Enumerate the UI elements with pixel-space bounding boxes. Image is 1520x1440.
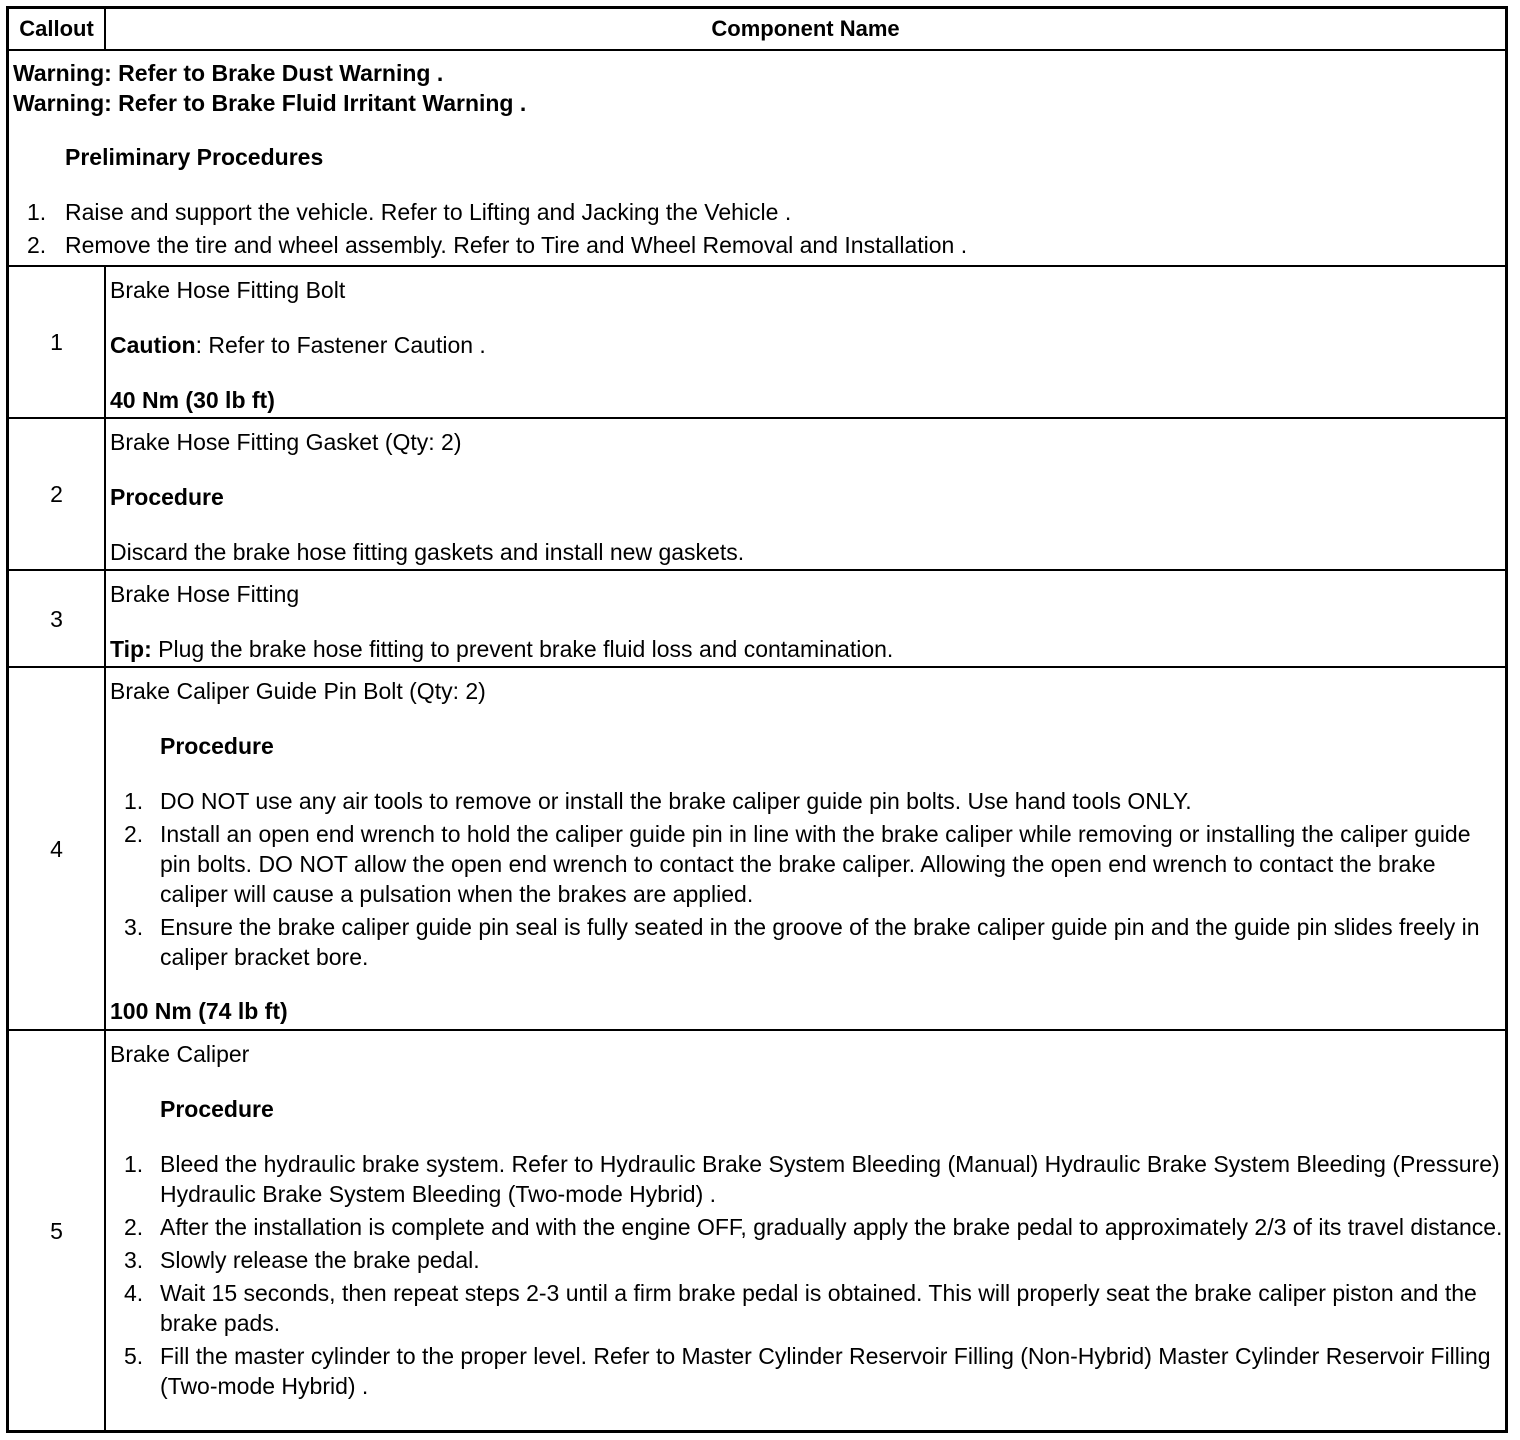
step-number: 5. — [124, 1343, 144, 1369]
step-text: Slowly release the brake pedal. — [160, 1247, 480, 1273]
component-name: Brake Hose Fitting Gasket (Qty: 2) — [110, 429, 462, 455]
torque-spec: 40 Nm (30 lb ft) — [110, 387, 275, 413]
list-item — [110, 1212, 1505, 1242]
tip-label: Tip: — [110, 636, 152, 662]
list-item — [110, 1341, 1505, 1401]
list-item — [13, 230, 1505, 260]
step-number: 3. — [124, 914, 144, 940]
step-number: 1. — [124, 788, 144, 814]
list-item — [110, 1278, 1505, 1338]
procedure-text: Discard the brake hose fitting gaskets and install new gaskets. — [110, 539, 745, 565]
step-text: After the installation is complete and with the engine OFF, gradually apply the brake pedal to approximately 2/3 of its travel distance. — [160, 1214, 1503, 1240]
procedure-label: Procedure — [160, 733, 274, 759]
step-number: 2. — [124, 821, 144, 847]
table-header-row — [9, 9, 1505, 49]
callout-header: Callout — [9, 9, 106, 49]
step-text: Ensure the brake caliper guide pin seal is fully seated in the groove of the brake caliper guide pin and the guide pin slides freely in caliper bracket bore. — [160, 914, 1480, 970]
step-number: 2. — [124, 1214, 144, 1240]
table-row — [9, 1029, 1505, 1430]
step-number: 1. — [27, 199, 47, 225]
callout-number: 2 — [50, 481, 63, 507]
tip-note — [110, 634, 1505, 664]
step-text: Bleed the hydraulic brake system. Refer to Hydraulic Brake System Bleeding (Manual) Hydraulic Brake System Bleeding (Pressure) Hydraulic Brake System Bleeding (Two-mode Hybrid) . — [160, 1151, 1500, 1207]
component-name: Brake Caliper Guide Pin Bolt (Qty: 2) — [110, 678, 486, 704]
procedure-label: Procedure — [160, 1096, 274, 1122]
component-name: Brake Caliper — [110, 1041, 250, 1067]
callout-number: 5 — [50, 1217, 63, 1244]
warning-brake-dust: Warning: Refer to Brake Dust Warning . — [13, 60, 444, 86]
list-item — [110, 786, 1505, 816]
step-text: Wait 15 seconds, then repeat steps 2-3 until a firm brake pedal is obtained. This will properly seat the brake caliper piston and the brake pads. — [160, 1280, 1477, 1336]
preliminary-title: Preliminary Procedures — [65, 144, 324, 170]
list-item — [13, 197, 1505, 227]
caution-label: Caution — [110, 332, 196, 358]
caution-text: : Refer to Fastener Caution . — [195, 332, 486, 358]
step-number: 1. — [124, 1151, 144, 1177]
preliminary-section — [9, 49, 1505, 265]
tip-text: Plug the brake hose fitting to prevent brake fluid loss and contamination. — [151, 636, 894, 662]
list-item — [110, 1245, 1505, 1275]
step-text: Fill the master cylinder to the proper level. Refer to Master Cylinder Reservoir Filling (Non-Hybrid) Master Cylinder Reservoir Filling (Two-mode Hybrid) . — [160, 1343, 1491, 1399]
caution-note — [110, 330, 1505, 360]
step-text: DO NOT use any air tools to remove or install the brake caliper guide pin bolts. Use hand tools ONLY. — [160, 788, 1192, 814]
warning-brake-fluid: Warning: Refer to Brake Fluid Irritant Warning . — [13, 90, 527, 116]
procedure-table — [6, 6, 1508, 1433]
callout-number: 3 — [50, 605, 63, 632]
step-text: Remove the tire and wheel assembly. Refer to Tire and Wheel Removal and Installation . — [65, 232, 968, 258]
procedure-label: Procedure — [110, 484, 224, 510]
component-name-header: Component Name — [711, 16, 900, 41]
list-item — [110, 819, 1505, 909]
table-row — [9, 666, 1505, 1029]
step-text: Install an open end wrench to hold the caliper guide pin in line with the brake caliper while removing or installing the caliper guide pin bolts. DO NOT allow the open end wrench to contact the brake caliper. Allowing the open end wrench to contact the brake caliper will cause a pulsation when the brakes are applied. — [160, 821, 1471, 907]
step-number: 2. — [27, 232, 47, 258]
torque-spec: 100 Nm (74 lb ft) — [110, 998, 288, 1024]
table-row — [9, 417, 1505, 569]
table-row — [9, 569, 1505, 666]
step-number: 3. — [124, 1247, 144, 1273]
step-number: 4. — [124, 1280, 144, 1306]
step-text: Raise and support the vehicle. Refer to Lifting and Jacking the Vehicle . — [65, 199, 792, 225]
callout-number: 4 — [50, 835, 63, 862]
component-name: Brake Hose Fitting Bolt — [110, 277, 346, 303]
table-row — [9, 265, 1505, 417]
component-name: Brake Hose Fitting — [110, 581, 300, 607]
list-item — [110, 912, 1505, 972]
list-item — [110, 1149, 1505, 1209]
callout-number: 1 — [50, 329, 63, 355]
